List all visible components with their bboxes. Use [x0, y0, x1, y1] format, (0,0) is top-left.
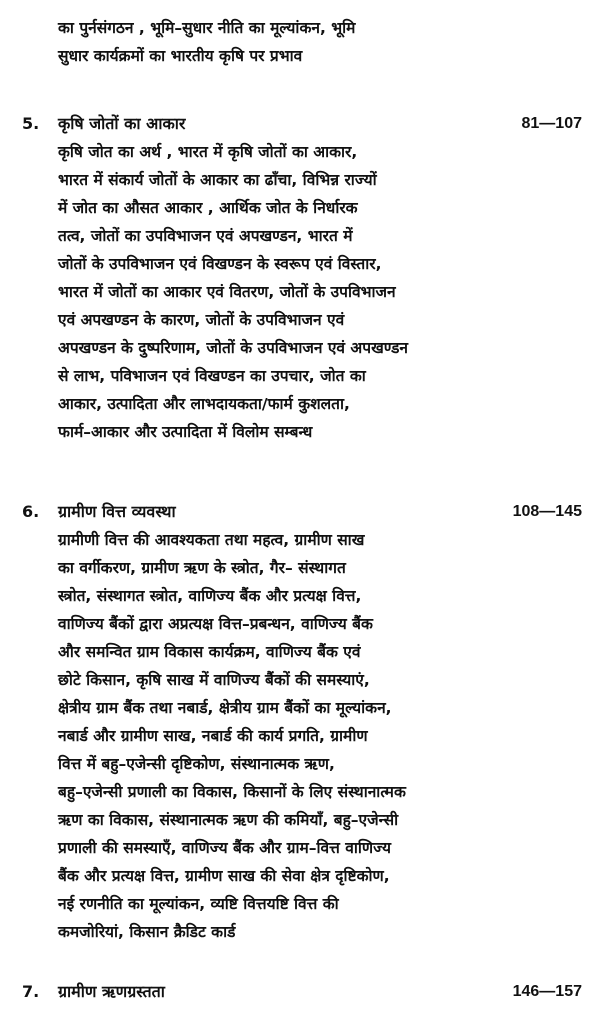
chapter-number: 5.: [22, 114, 40, 133]
text-line: वित्त में बहु–एजेन्सी दृष्टिकोण, संस्थानात्मक ऋण,: [58, 755, 335, 773]
text-line: से लाभ, पविभाजन एवं विखण्डन का उपचार, जोत का: [58, 367, 366, 385]
continuation-text: [58, 14, 528, 70]
chapter-description: [58, 138, 528, 446]
text-line: सुधार कार्यक्रमों का भारतीय कृषि पर प्रभाव: [58, 47, 303, 65]
text-line: कमजोरियां, किसान क्रैडिट कार्ड: [58, 923, 236, 941]
text-line: बहु–एजेन्सी प्रणाली का विकास, किसानों के लिए संस्थानात्मक: [58, 783, 406, 801]
continuation-paragraph: [58, 14, 528, 70]
text-line: नबार्ड और ग्रामीण साख, नबार्ड की कार्य प्रगति, ग्रामीण: [58, 727, 368, 745]
page-range: 81—107: [521, 115, 582, 132]
text-line: कृषि जोत का अर्थ , भारत में कृषि जोतों का आकार,: [58, 143, 358, 161]
text-line: बैंक और प्रत्यक्ष वित्त, ग्रामीण साख की सेवा क्षेत्र दृष्टिकोण,: [58, 867, 390, 885]
text-line: नई रणनीति का मूल्यांकन, व्यष्टि वित्तयष्टि वित्त की: [58, 895, 339, 913]
text-line: एवं अपखण्डन के कारण, जोतों के उपविभाजन एवं: [58, 311, 345, 329]
text-line: में जोत का औसत आकार , आर्थिक जोत के निर्धारक: [58, 199, 358, 217]
text-line: जोतों के उपविभाजन एवं विखण्डन के स्वरूप एवं विस्तार,: [58, 255, 382, 273]
chapter-6-entry: [0, 498, 600, 941]
text-line: अपखण्डन के दुष्परिणाम, जोतों के उपविभाजन एवं अपखण्डन: [58, 339, 409, 357]
text-line: का पुर्नसंगठन , भूमि–सुधार नीति का मूल्यांकन, भूमि: [58, 19, 356, 37]
text-line: भारत में संकार्य जोतों के आकार का ढाँचा, विभिन्न राज्यों: [58, 171, 377, 189]
text-line: वाणिज्य बैंकों द्वारा अप्रत्यक्ष वित्त–प्रबन्धन, वाणिज्य बैंक: [58, 615, 373, 633]
text-line: का वर्गीकरण, ग्रामीण ऋण के स्त्रोत, गैर– संस्थागत: [58, 559, 346, 577]
chapter-title: ग्रामीण ऋणग्रस्तता: [58, 982, 165, 1001]
chapter-heading: [0, 110, 600, 138]
text-line: तत्व, जोतों का उपविभाजन एवं अपखण्डन, भारत में: [58, 227, 353, 245]
text-line: प्रणाली की समस्याएँ, वाणिज्य बैंक और ग्राम–वित्त वाणिज्य: [58, 839, 391, 857]
page-range: 108—145: [512, 503, 582, 520]
chapter-5-entry: [0, 110, 600, 441]
text-line: क्षेत्रीय ग्राम बैंक तथा नबार्ड, क्षेत्रीय ग्राम बैंकों का मूल्यांकन,: [58, 699, 392, 717]
text-line: फार्म–आकार और उत्पादिता में विलोम सम्बन्ध: [58, 423, 313, 441]
chapter-title: कृषि जोतों का आकार: [58, 114, 186, 133]
text-line: और समन्वित ग्राम विकास कार्यक्रम, वाणिज्य बैंक एवं: [58, 643, 361, 661]
chapter-7-entry: [0, 978, 600, 1006]
page-range: 146—157: [512, 983, 582, 1000]
chapter-heading: [0, 498, 600, 526]
chapter-title: ग्रामीण वित्त व्यवस्था: [58, 502, 176, 521]
text-line: भारत में जोतों का आकार एवं वितरण, जोतों के उपविभाजन: [58, 283, 396, 301]
text-line: ग्रामीणी वित्त की आवश्यकता तथा महत्व, ग्रामीण साख: [58, 531, 365, 549]
chapter-heading: [0, 978, 600, 1006]
text-line: ऋण का विकास, संस्थानात्मक ऋण की कमियाँ, बहु–एजेन्सी: [58, 811, 399, 829]
text-line: आकार, उत्पादिता और लाभदायकता/फार्म कुशलता,: [58, 395, 350, 413]
text-line: छोटे किसान, कृषि साख में वाणिज्य बैंकों की समस्याएं,: [58, 671, 370, 689]
chapter-number: 6.: [22, 502, 40, 521]
chapter-description: [58, 526, 528, 946]
text-line: स्त्रोत, संस्थागत स्त्रोत, वाणिज्य बैंक और प्रत्यक्ष वित्त,: [58, 587, 362, 605]
chapter-number: 7.: [22, 982, 40, 1001]
